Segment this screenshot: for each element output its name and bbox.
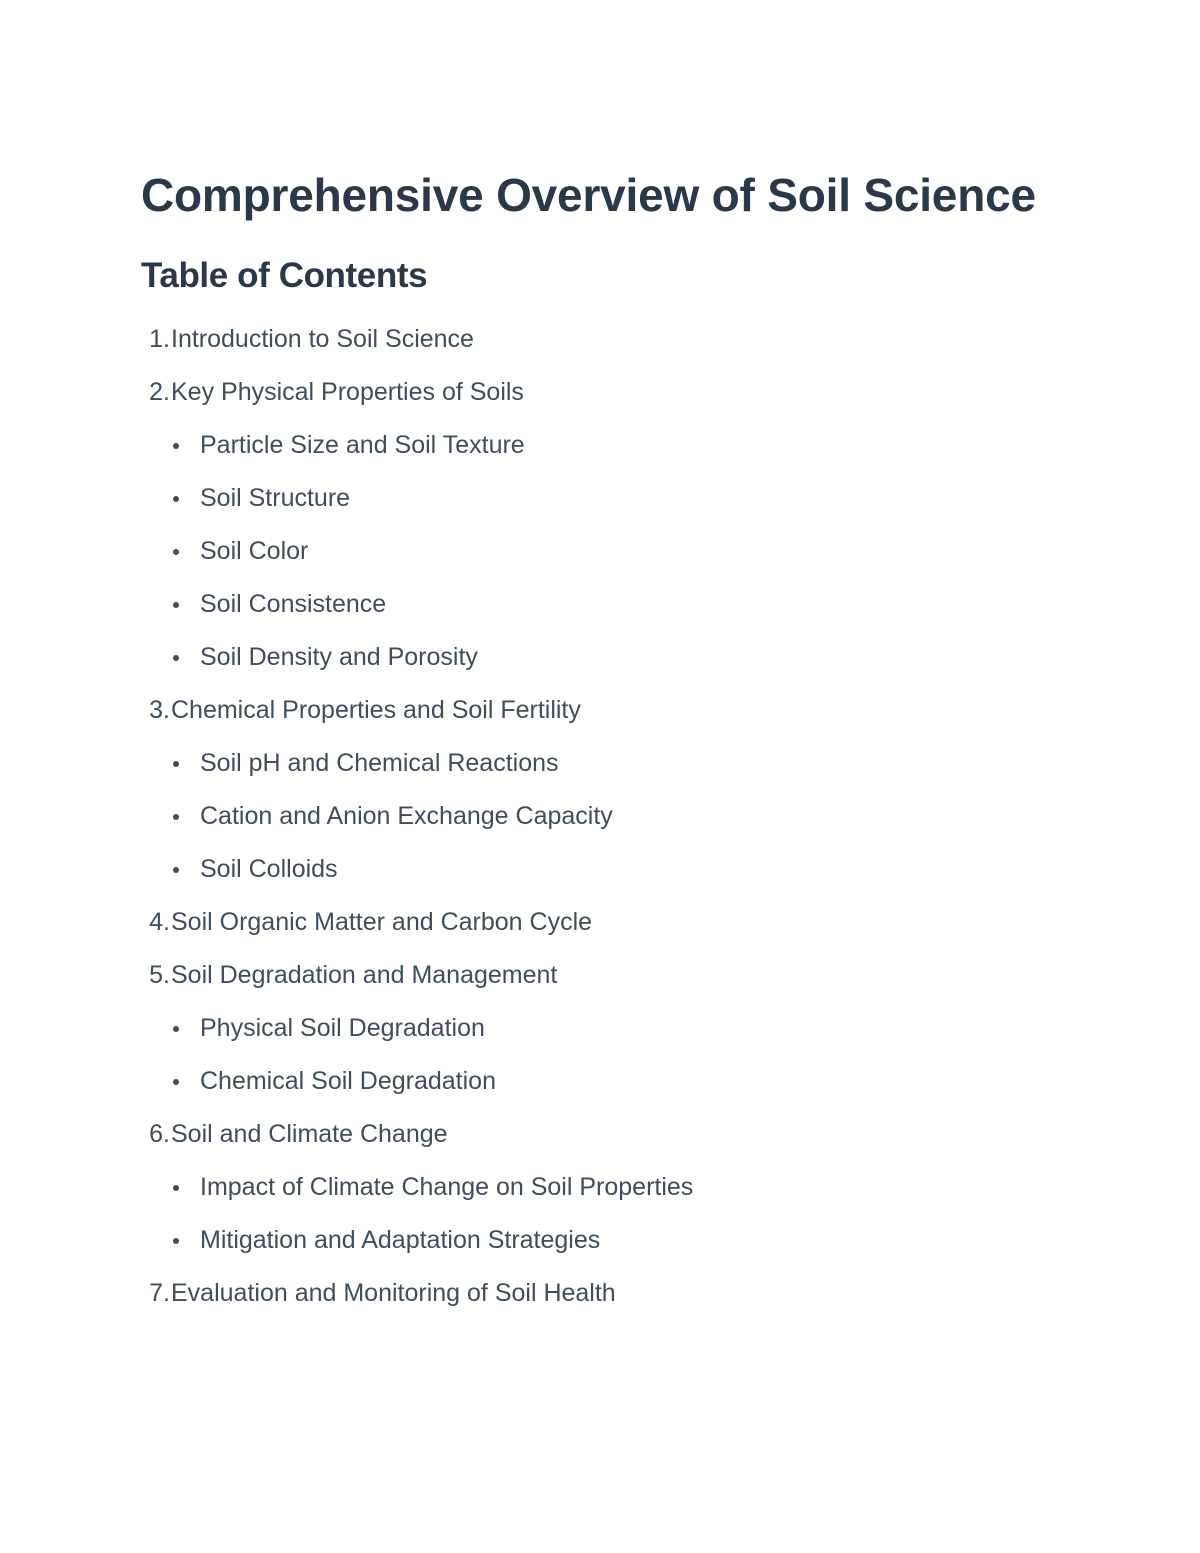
toc-item-label: Chemical Properties and Soil Fertility xyxy=(171,696,581,724)
bullet-icon xyxy=(173,655,179,661)
toc-item-label: Soil and Climate Change xyxy=(171,1120,448,1148)
table-of-contents xyxy=(141,324,1061,1331)
toc-subitem[interactable] xyxy=(141,1013,1061,1066)
toc-subitem[interactable] xyxy=(141,1066,1061,1119)
bullet-icon xyxy=(173,443,179,449)
bullet-icon xyxy=(173,549,179,555)
toc-subitem-label: Soil Structure xyxy=(200,484,351,512)
toc-item-number: 4. xyxy=(149,908,170,936)
toc-subitem-label: Impact of Climate Change on Soil Properties xyxy=(200,1173,694,1201)
toc-subitem-label: Chemical Soil Degradation xyxy=(200,1067,496,1095)
toc-item[interactable] xyxy=(141,907,1061,960)
document-title: Comprehensive Overview of Soil Science xyxy=(141,169,1036,221)
toc-subitem[interactable] xyxy=(141,430,1061,483)
bullet-icon xyxy=(173,1185,179,1191)
toc-item-number: 1. xyxy=(149,325,170,353)
bullet-icon xyxy=(173,1238,179,1244)
toc-subitem-label: Soil pH and Chemical Reactions xyxy=(200,749,559,777)
toc-item-label: Soil Degradation and Management xyxy=(171,961,558,989)
toc-item[interactable] xyxy=(141,377,1061,430)
toc-item-label: Soil Organic Matter and Carbon Cycle xyxy=(171,908,593,936)
toc-item-label: Evaluation and Monitoring of Soil Health xyxy=(171,1279,616,1307)
toc-subitem[interactable] xyxy=(141,589,1061,642)
bullet-icon xyxy=(173,814,179,820)
toc-subitem-label: Soil Color xyxy=(200,537,309,565)
toc-subitem[interactable] xyxy=(141,1172,1061,1225)
toc-subitem-label: Particle Size and Soil Texture xyxy=(200,431,525,459)
toc-subitem[interactable] xyxy=(141,854,1061,907)
toc-item[interactable] xyxy=(141,324,1061,377)
toc-item-number: 6. xyxy=(149,1120,170,1148)
toc-item[interactable] xyxy=(141,1278,1061,1331)
toc-subitem-label: Physical Soil Degradation xyxy=(200,1014,485,1042)
toc-subitem-label: Soil Density and Porosity xyxy=(200,643,478,671)
bullet-icon xyxy=(173,496,179,502)
bullet-icon xyxy=(173,761,179,767)
bullet-icon xyxy=(173,867,179,873)
toc-item[interactable] xyxy=(141,960,1061,1013)
toc-subitem-label: Soil Consistence xyxy=(200,590,387,618)
bullet-icon xyxy=(173,1026,179,1032)
toc-item[interactable] xyxy=(141,695,1061,748)
toc-item-number: 5. xyxy=(149,961,170,989)
bullet-icon xyxy=(173,1079,179,1085)
toc-subitem[interactable] xyxy=(141,483,1061,536)
toc-item-number: 2. xyxy=(149,378,170,406)
toc-subitem[interactable] xyxy=(141,642,1061,695)
toc-item-label: Introduction to Soil Science xyxy=(171,325,474,353)
toc-subitem[interactable] xyxy=(141,801,1061,854)
toc-subitem[interactable] xyxy=(141,748,1061,801)
document-page xyxy=(141,164,1061,1331)
toc-item-number: 3. xyxy=(149,696,170,724)
toc-subitem-label: Mitigation and Adaptation Strategies xyxy=(200,1226,601,1254)
toc-item-label: Key Physical Properties of Soils xyxy=(171,378,524,406)
toc-heading: Table of Contents xyxy=(141,256,428,295)
toc-subitem-label: Soil Colloids xyxy=(200,855,338,883)
toc-subitem[interactable] xyxy=(141,536,1061,589)
toc-subitem[interactable] xyxy=(141,1225,1061,1278)
toc-item[interactable] xyxy=(141,1119,1061,1172)
toc-subitem-label: Cation and Anion Exchange Capacity xyxy=(200,802,613,830)
bullet-icon xyxy=(173,602,179,608)
toc-item-number: 7. xyxy=(149,1279,170,1307)
